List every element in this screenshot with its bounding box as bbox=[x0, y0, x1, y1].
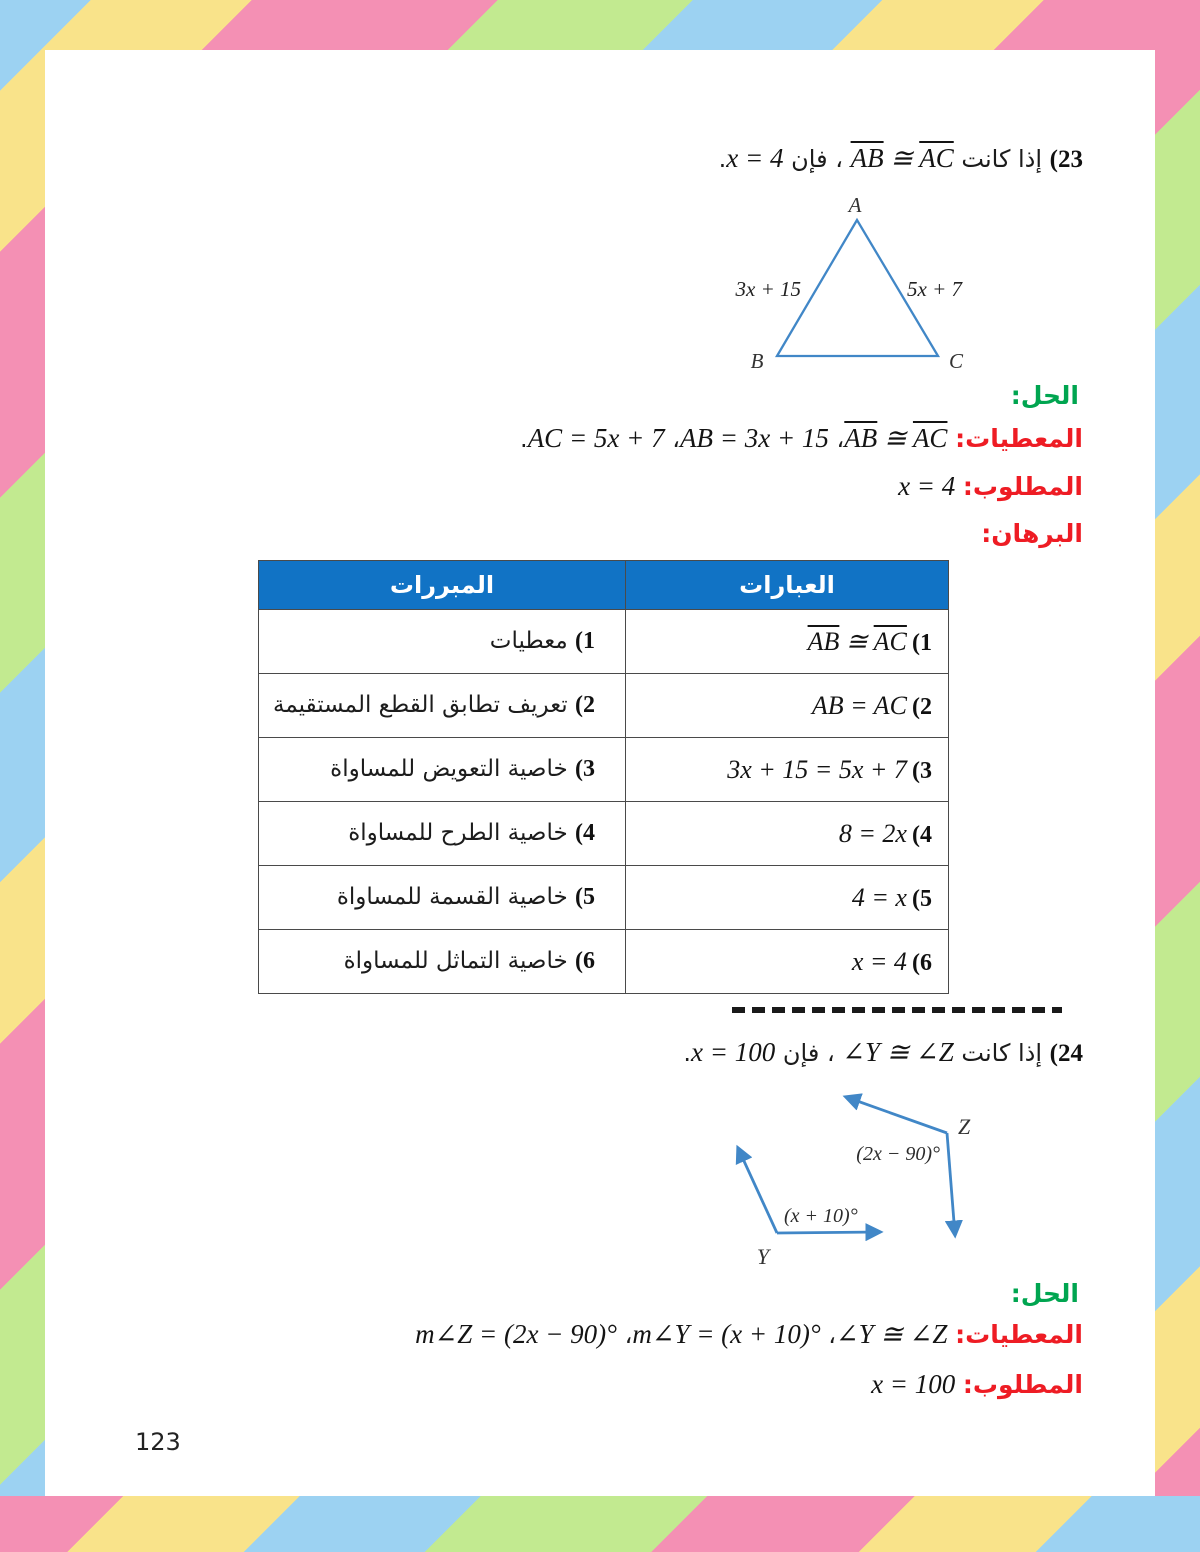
row-number-marker: (3 bbox=[575, 756, 595, 782]
problem-24-connector: ، فإن bbox=[782, 1039, 835, 1067]
reason-cell bbox=[259, 930, 626, 994]
math-expression: $\overline{AB}$ ≅ $\overline{AC}$ bbox=[807, 626, 907, 656]
problem-23-number: (23 bbox=[1049, 146, 1083, 173]
page-panel bbox=[45, 50, 1155, 1496]
page-number: 123 bbox=[135, 1428, 181, 1456]
proof-table-row bbox=[259, 866, 949, 930]
angle-z-measure-label: (2x − 90)° bbox=[856, 1143, 940, 1165]
angle-y-ray-1 bbox=[738, 1148, 777, 1233]
statements-column-header: العبارات bbox=[626, 561, 949, 610]
problem-24-claim: ∠Y ≅ ∠Z bbox=[842, 1037, 954, 1067]
reasons-column-header: المبررات bbox=[259, 561, 626, 610]
triangle-vertex-b-label: B bbox=[750, 349, 764, 373]
row-number-marker: (2 bbox=[575, 692, 595, 718]
statement-cell bbox=[626, 866, 949, 930]
reason-cell bbox=[259, 674, 626, 738]
problem-23-proof-label: البرهان: bbox=[981, 519, 1083, 548]
proof-table-row bbox=[259, 738, 949, 802]
triangle-vertex-a-label: A bbox=[848, 193, 862, 217]
math-expression: m∠Z = (2x − 90)° bbox=[415, 1319, 617, 1349]
row-number-marker: (3 bbox=[912, 757, 932, 784]
math-expression: m∠Y = (x + 10)° bbox=[632, 1319, 821, 1349]
problem-24-required-value: x = 100 bbox=[871, 1369, 956, 1399]
math-expression: AB = AC bbox=[811, 690, 907, 720]
angles-diagram bbox=[700, 1080, 1025, 1280]
problem-24-solution-label: الحل: bbox=[1010, 1279, 1079, 1308]
math-expression: 3x + 15 = 5x + 7 bbox=[727, 754, 907, 784]
problem-23-heading bbox=[719, 142, 1083, 176]
proof-table-row bbox=[259, 674, 949, 738]
reason-text: خاصية الطرح للمساواة bbox=[348, 820, 568, 846]
row-number-marker: (1 bbox=[575, 628, 595, 654]
triangle-vertex-c-label: C bbox=[948, 349, 964, 373]
triangle-side-ab-label: 3x + 15 bbox=[735, 277, 801, 301]
math-expression: x = 4 bbox=[851, 946, 907, 976]
row-number-marker: (4 bbox=[912, 821, 932, 848]
statement-cell bbox=[626, 738, 949, 802]
math-expression: AC = 5x + 7 bbox=[527, 423, 665, 453]
dashed-divider bbox=[732, 1007, 1062, 1013]
math-expression: $\overline{AB}$ ≅ $\overline{AC}$ bbox=[844, 423, 948, 453]
problem-24-result: x = 100 bbox=[691, 1037, 776, 1067]
math-expression: ∠Y ≅ ∠Z bbox=[836, 1319, 948, 1349]
angle-y-measure-label: (x + 10)° bbox=[784, 1205, 858, 1227]
reason-cell bbox=[259, 802, 626, 866]
problem-23-result: x = 4 bbox=[726, 143, 784, 173]
problem-23-required-label: المطلوب: bbox=[962, 472, 1083, 501]
math-expression: 4 = x bbox=[851, 882, 907, 912]
reason-text: خاصية القسمة للمساواة bbox=[336, 884, 568, 910]
row-number-marker: (1 bbox=[912, 629, 932, 656]
statement-cell bbox=[626, 930, 949, 994]
row-number-marker: (5 bbox=[912, 885, 932, 912]
angle-y-vertex-label: Y bbox=[756, 1244, 770, 1269]
proof-table-header-row bbox=[259, 561, 949, 610]
statement-cell bbox=[626, 610, 949, 674]
row-number-marker: (4 bbox=[575, 820, 595, 846]
proof-table-row bbox=[259, 930, 949, 994]
problem-24-heading bbox=[683, 1036, 1083, 1070]
problem-24-required-line bbox=[871, 1368, 1083, 1402]
reason-text: معطيات bbox=[489, 628, 568, 654]
statement-cell bbox=[626, 802, 949, 866]
proof-table-row bbox=[259, 802, 949, 866]
problem-23-connector: ، فإن bbox=[791, 145, 843, 173]
reason-text: تعريف تطابق القطع المستقيمة bbox=[273, 692, 568, 718]
reason-cell bbox=[259, 610, 626, 674]
givens-label: المعطيات: bbox=[955, 424, 1083, 453]
proof-table bbox=[258, 560, 949, 994]
reason-cell bbox=[259, 866, 626, 930]
angle-z-ray-1 bbox=[846, 1097, 947, 1133]
problem-24-required-label: المطلوب: bbox=[962, 1370, 1083, 1399]
angle-y-ray-2 bbox=[777, 1232, 880, 1233]
problem-23-intro: إذا كانت bbox=[961, 145, 1043, 173]
statement-cell bbox=[626, 674, 949, 738]
proof-table-row bbox=[259, 610, 949, 674]
problem-24-givens-line: المعطيات: ∠Y ≅ ∠Z، m∠Y = (x + 10)°، m∠Z = (2x − 90)° bbox=[415, 1319, 1083, 1349]
givens-label: المعطيات: bbox=[955, 1320, 1083, 1349]
triangle-diagram bbox=[713, 192, 1033, 392]
angle-z-ray-2 bbox=[947, 1133, 955, 1235]
math-expression: 8 = 2x bbox=[838, 818, 907, 848]
problem-23-claim: $\overline{AB}$ ≅ $\overline{AC}$ bbox=[850, 143, 954, 173]
problem-23-period: . bbox=[718, 145, 727, 173]
row-number-marker: (6 bbox=[575, 948, 595, 974]
triangle-side-ac-label: 5x + 7 bbox=[907, 277, 962, 301]
problem-24-period: . bbox=[683, 1039, 692, 1067]
reason-text: خاصية التماثل للمساواة bbox=[343, 948, 568, 974]
row-number-marker: (2 bbox=[912, 693, 932, 720]
angle-z-vertex-label: Z bbox=[958, 1114, 971, 1139]
problem-24-number: (24 bbox=[1049, 1040, 1083, 1067]
problem-24-intro: إذا كانت bbox=[961, 1039, 1043, 1067]
problem-23-solution-label: الحل: bbox=[1010, 381, 1079, 410]
reason-text: خاصية التعويض للمساواة bbox=[330, 756, 568, 782]
reason-cell bbox=[259, 738, 626, 802]
math-expression: AB = 3x + 15 bbox=[680, 423, 829, 453]
row-number-marker: (6 bbox=[912, 949, 932, 976]
problem-23-required-value: x = 4 bbox=[898, 471, 956, 501]
row-number-marker: (5 bbox=[575, 884, 595, 910]
problem-23-required-line bbox=[898, 470, 1083, 504]
striped-border-bottom bbox=[0, 1496, 1200, 1552]
problem-23-givens-line: المعطيات: $\overline{AB}$ ≅ $\overline{AC}،$ AB = 3x + 15، AC = 5x + 7. bbox=[520, 423, 1083, 453]
